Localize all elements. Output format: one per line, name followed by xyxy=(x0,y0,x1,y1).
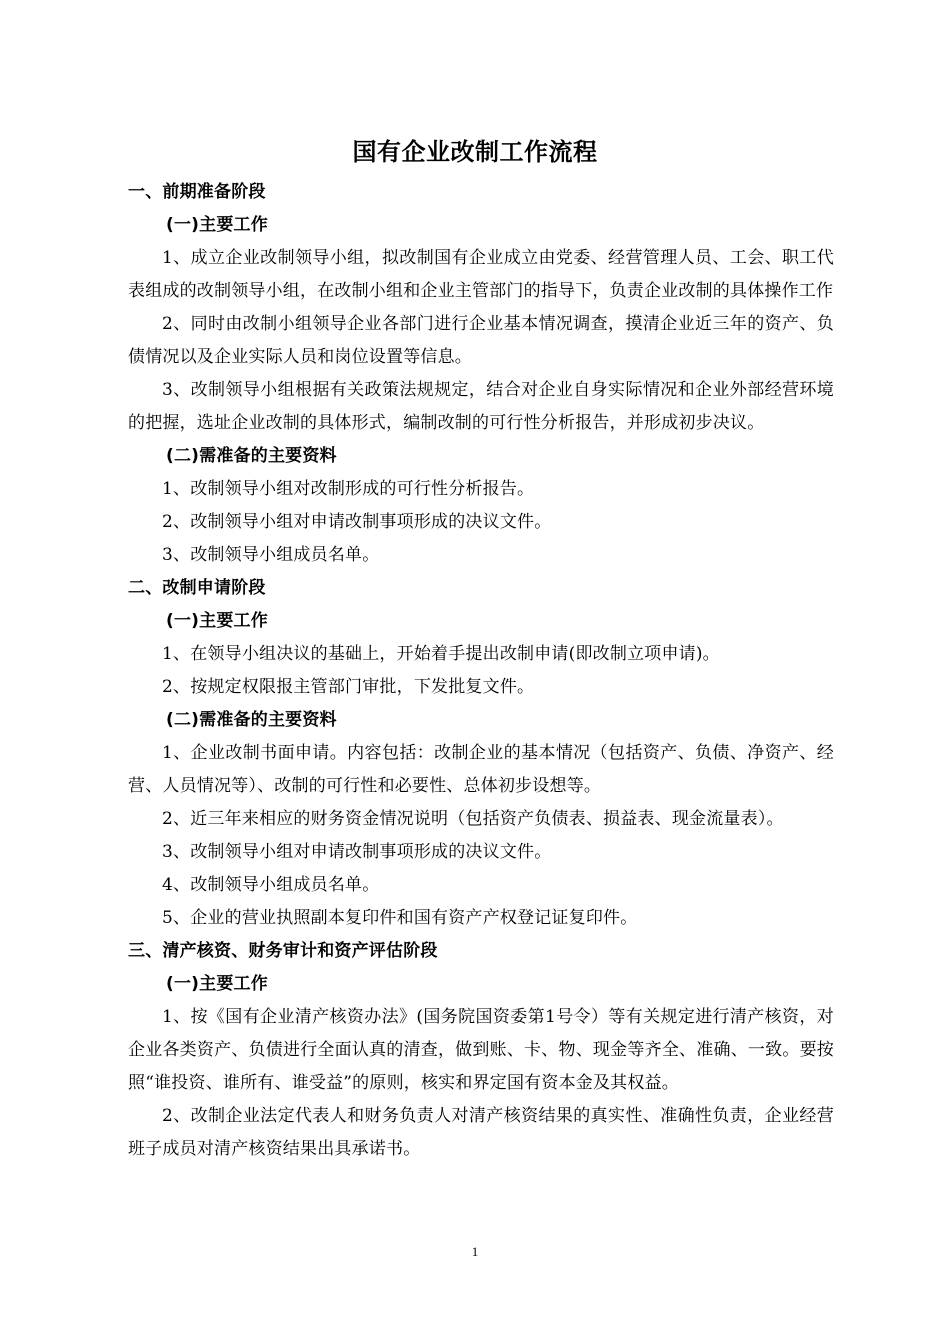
paragraph: 2、改制企业法定代表人和财务负责人对清产核资结果的真实性、准确性负责，企业经营班子成员对清产核资结果出具承诺书。 xyxy=(128,1106,834,1159)
paragraph: 1、在领导小组决议的基础上，开始着手提出改制申请(即改制立项申请)。 xyxy=(162,644,720,664)
paragraph: 3、改制领导小组根据有关政策法规规定，结合对企业自身实际情况和企业外部经营环境的把握，选址企业改制的具体形式，编制改制的可行性分析报告，并形成初步决议。 xyxy=(128,380,834,433)
paragraph: 3、改制领导小组成员名单。 xyxy=(162,545,380,565)
paragraph: 1、企业改制书面申请。内容包括：改制企业的基本情况（包括资产、负债、净资产、经营、人员情况等）、改制的可行性和必要性、总体初步设想等。 xyxy=(128,743,834,796)
paragraph: 2、按规定权限报主管部门审批，下发批复文件。 xyxy=(162,677,535,697)
document-body xyxy=(128,176,834,1166)
document-title: 国有企业改制工作流程 xyxy=(352,138,598,166)
paragraph: 3、改制领导小组对申请改制事项形成的决议文件。 xyxy=(162,842,552,862)
paragraph: 1、按《国有企业清产核资办法》(国务院国资委第1号令）等有关规定进行清产核资，对企业各类资产、负债进行全面认真的清查，做到账、卡、物、现金等齐全、准确、一致。要按照“谁投资、谁所有、谁受益”的原则，核实和界定国有资本金及其权益。 xyxy=(128,1007,834,1093)
paragraph: 2、近三年来相应的财务资金情况说明（包括资产负债表、损益表、现金流量表）。 xyxy=(162,809,784,829)
paragraph: 1、成立企业改制领导小组，拟改制国有企业成立由党委、经营管理人员、工会、职工代表组成的改制领导小组，在改制小组和企业主管部门的指导下，负责企业改制的具体操作工作 xyxy=(128,248,834,301)
section-heading: 二、改制申请阶段 xyxy=(128,578,266,598)
paragraph: 1、改制领导小组对改制形成的可行性分析报告。 xyxy=(162,479,535,499)
subsection-heading: (一)主要工作 xyxy=(166,974,268,994)
section-heading: 一、前期准备阶段 xyxy=(128,182,266,202)
section-heading: 三、清产核资、财务审计和资产评估阶段 xyxy=(128,941,438,961)
paragraph: 4、改制领导小组成员名单。 xyxy=(162,875,380,895)
page-number: 1 xyxy=(471,1244,479,1259)
paragraph: 5、企业的营业执照副本复印件和国有资产产权登记证复印件。 xyxy=(162,908,638,928)
paragraph: 2、同时由改制小组领导企业各部门进行企业基本情况调查，摸清企业近三年的资产、负债情况以及企业实际人员和岗位设置等信息。 xyxy=(128,314,834,367)
subsection-heading: (二)需准备的主要资料 xyxy=(166,446,337,466)
subsection-heading: (二)需准备的主要资料 xyxy=(166,710,337,730)
paragraph: 2、改制领导小组对申请改制事项形成的决议文件。 xyxy=(162,512,552,532)
subsection-heading: (一)主要工作 xyxy=(166,215,268,235)
subsection-heading: (一)主要工作 xyxy=(166,611,268,631)
